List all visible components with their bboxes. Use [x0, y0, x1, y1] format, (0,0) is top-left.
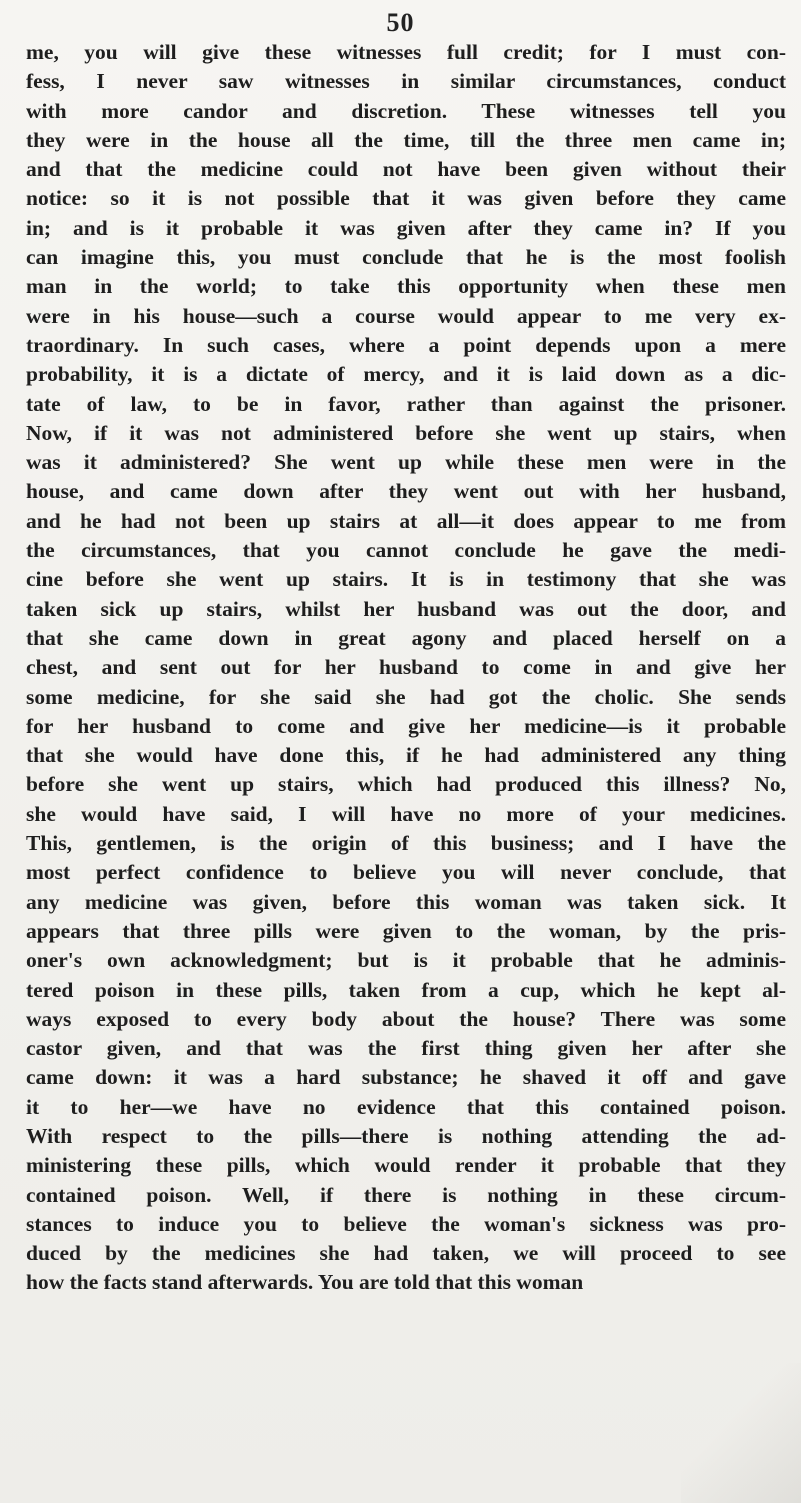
text-line: any medicine was given, before this woman was taken sick. It: [26, 889, 786, 914]
text-line: they were in the house all the time, till the three men came in;: [26, 127, 786, 152]
text-line: that she came down in great agony and placed herself on a: [26, 625, 786, 650]
text-line: and that the medicine could not have been given without their: [26, 157, 786, 182]
text-line: and he had not been up stairs at all—it does appear to me from: [26, 508, 786, 533]
text-line: tate of law, to be in favor, rather than against the prisoner.: [26, 391, 786, 416]
text-line: can imagine this, you must conclude that he is the most foolish: [26, 245, 786, 270]
text-line: some medicine, for she said she had got the cholic. She sends: [26, 684, 786, 709]
text-line: before she went up stairs, which had produced this illness? No,: [26, 772, 786, 797]
text-line: stances to induce you to believe the woman's sickness was pro-: [26, 1211, 786, 1236]
text-line: contained poison. Well, if there is nothing in these circum-: [26, 1182, 786, 1207]
text-line: notice: so it is not possible that it was given before they came: [26, 186, 786, 211]
text-line: duced by the medicines she had taken, we will proceed to see: [26, 1241, 786, 1266]
text-line: Now, if it was not administered before she went up stairs, when: [26, 420, 786, 445]
text-line: chest, and sent out for her husband to come in and give her: [26, 655, 786, 680]
text-line: oner's own acknowledgment; but is it probable that he adminis-: [26, 948, 786, 973]
text-line: me, you will give these witnesses full credit; for I must con-: [26, 40, 786, 64]
text-line: was it administered? She went up while these men were in the: [26, 450, 786, 475]
body-text: [26, 38, 786, 1298]
text-line: were in his house—such a course would appear to me very ex-: [26, 303, 786, 328]
text-line: taken sick up stairs, whilst her husband was out the door, and: [26, 596, 786, 621]
text-line: cine before she went up stairs. It is in testimony that she was: [26, 567, 786, 592]
page-corner-shadow: [681, 1363, 801, 1503]
text-line: she would have said, I will have no more of your medicines.: [26, 801, 786, 826]
text-line: ministering these pills, which would render it probable that they: [26, 1153, 786, 1178]
text-line: the circumstances, that you cannot conclude he gave the medi-: [26, 538, 786, 563]
text-line: it to her—we have no evidence that this contained poison.: [26, 1094, 786, 1119]
text-line: for her husband to come and give her medicine—is it probable: [26, 713, 786, 738]
text-line: came down: it was a hard substance; he shaved it off and gave: [26, 1065, 786, 1090]
text-line: in; and is it probable it was given after they came in? If you: [26, 215, 786, 240]
text-line: man in the world; to take this opportunity when these men: [26, 274, 786, 299]
text-line: castor given, and that was the first thing given her after she: [26, 1036, 786, 1061]
text-line: ways exposed to every body about the house? There was some: [26, 1006, 786, 1031]
text-line: that she would have done this, if he had administered any thing: [26, 743, 786, 768]
page-number: 50: [386, 8, 415, 37]
text-line: with more candor and discretion. These witnesses tell you: [26, 98, 786, 123]
text-line: appears that three pills were given to the woman, by the pris-: [26, 918, 786, 943]
text-line: This, gentlemen, is the origin of this business; and I have the: [26, 831, 786, 856]
text-line: how the facts stand afterwards. You are told that this woman: [26, 1270, 584, 1295]
text-line: most perfect confidence to believe you will never conclude, that: [26, 860, 786, 885]
text-line: With respect to the pills—there is nothing attending the ad-: [26, 1123, 786, 1148]
text-line: probability, it is a dictate of mercy, and it is laid down as a dic-: [26, 362, 786, 387]
text-line: traordinary. In such cases, where a point depends upon a mere: [26, 332, 786, 357]
text-line: tered poison in these pills, taken from a cup, which he kept al-: [26, 977, 786, 1002]
text-line: house, and came down after they went out with her husband,: [26, 479, 786, 504]
text-line: fess, I never saw witnesses in similar circumstances, conduct: [26, 69, 786, 94]
